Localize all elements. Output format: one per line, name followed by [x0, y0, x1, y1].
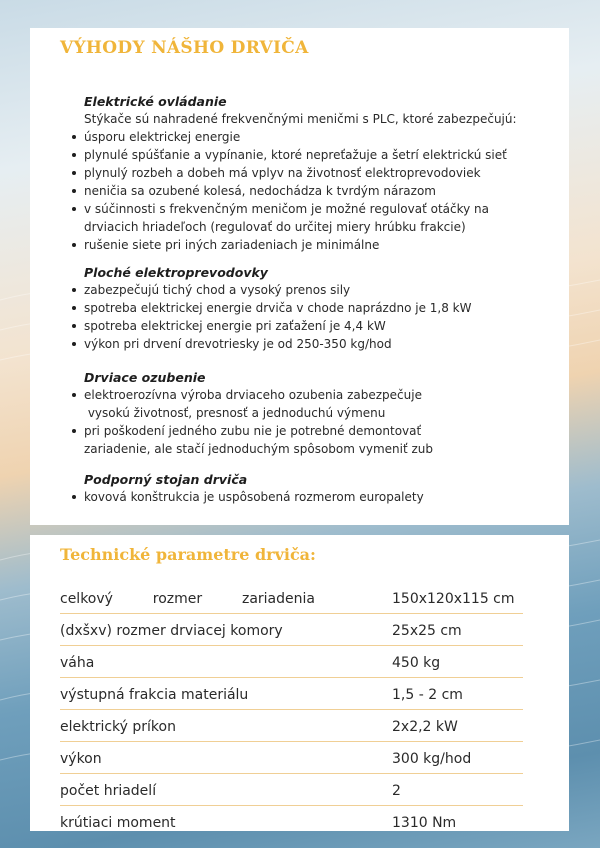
param-label: elektrický príkon	[60, 719, 176, 735]
benefits-card	[30, 28, 569, 525]
list-item: kovová konštrukcia je uspôsobená rozmerom europalety	[84, 488, 564, 506]
table-row	[60, 774, 523, 806]
param-label: (dxšxv) rozmer drviacej komory	[60, 623, 283, 639]
table-row	[60, 710, 523, 742]
param-value: 450 kg	[392, 655, 441, 671]
section-heading: Podporný stojan drviča	[84, 472, 248, 487]
table-row	[60, 646, 523, 678]
param-label: krútiaci moment	[60, 815, 176, 831]
list-item: plynulé spúšťanie a vypínanie, ktoré nepreťažuje a šetrí elektrickú sieť	[84, 146, 564, 164]
param-label: váha	[60, 655, 95, 671]
bullet-list	[84, 128, 564, 254]
list-item: výkon pri drvení drevotriesky je od 250-350 kg/hod	[84, 335, 564, 353]
list-item: spotreba elektrickej energie pri zaťažení je 4,4 kW	[84, 317, 564, 335]
table-row	[60, 742, 523, 774]
list-item: rušenie siete pri iných zariadeniach je minimálne	[84, 236, 564, 254]
list-item: neničia sa ozubené kolesá, nedochádza k tvrdým nárazom	[84, 182, 564, 200]
section-heading: Drviace ozubenie	[84, 370, 206, 385]
param-value: 25x25 cm	[392, 623, 462, 639]
bullet-list	[84, 386, 564, 458]
list-item: pri poškodení jedného zubu nie je potrebné demontovať zariadenie, ale stačí jednoduchým spôsobom vymeniť zub	[84, 422, 564, 458]
table-row	[60, 678, 523, 710]
section-support-stand	[84, 472, 564, 506]
param-label: výstupná frakcia materiálu	[60, 687, 249, 703]
list-item: úsporu elektrickej energie	[84, 128, 564, 146]
section-electric-control	[84, 94, 564, 254]
tech-params-table	[60, 582, 523, 837]
page-title: VÝHODY NÁŠHO DRVIČA	[60, 38, 309, 58]
tech-params-title: Technické parametre drviča:	[60, 545, 316, 564]
table-row	[60, 614, 523, 646]
param-value: 2	[392, 783, 401, 799]
tech-params-card	[30, 535, 569, 831]
bullet-list	[84, 281, 564, 353]
param-value: 2x2,2 kW	[392, 719, 458, 735]
param-label: výkon	[60, 751, 102, 767]
list-item: spotreba elektrickej energie drviča v chode naprázdno je 1,8 kW	[84, 299, 564, 317]
section-crushing-teeth	[84, 370, 564, 458]
section-heading: Ploché elektroprevodovky	[84, 265, 268, 280]
list-item: plynulý rozbeh a dobeh má vplyv na životnosť elektroprevodoviek	[84, 164, 564, 182]
section-intro: Stýkače sú nahradené frekvenčnými meničmi s PLC, ktoré zabezpečujú:	[84, 112, 517, 126]
section-flat-gearboxes	[84, 265, 564, 353]
param-label: počet hriadelí	[60, 783, 157, 799]
section-heading: Elektrické ovládanie	[84, 94, 227, 109]
list-item: elektroerozívna výroba drviaceho ozubenia zabezpečuje vysokú životnosť, presnosť a jednoduchú výmenu	[84, 386, 564, 422]
table-row	[60, 806, 523, 837]
param-value: 150x120x115 cm	[392, 591, 515, 607]
param-value: 300 kg/hod	[392, 751, 472, 767]
list-item: v súčinnosti s frekvenčným meničom je možné regulovať otáčky na drviacich hriadeľoch (regulovať do určitej miery hrúbku frakcie)	[84, 200, 564, 236]
param-value: 1310 Nm	[392, 815, 457, 831]
list-item: zabezpečujú tichý chod a vysoký prenos sily	[84, 281, 564, 299]
table-row	[60, 582, 523, 614]
param-value: 1,5 - 2 cm	[392, 687, 463, 703]
bullet-list	[84, 488, 564, 506]
param-label: celkový rozmer zariadenia	[60, 591, 315, 607]
